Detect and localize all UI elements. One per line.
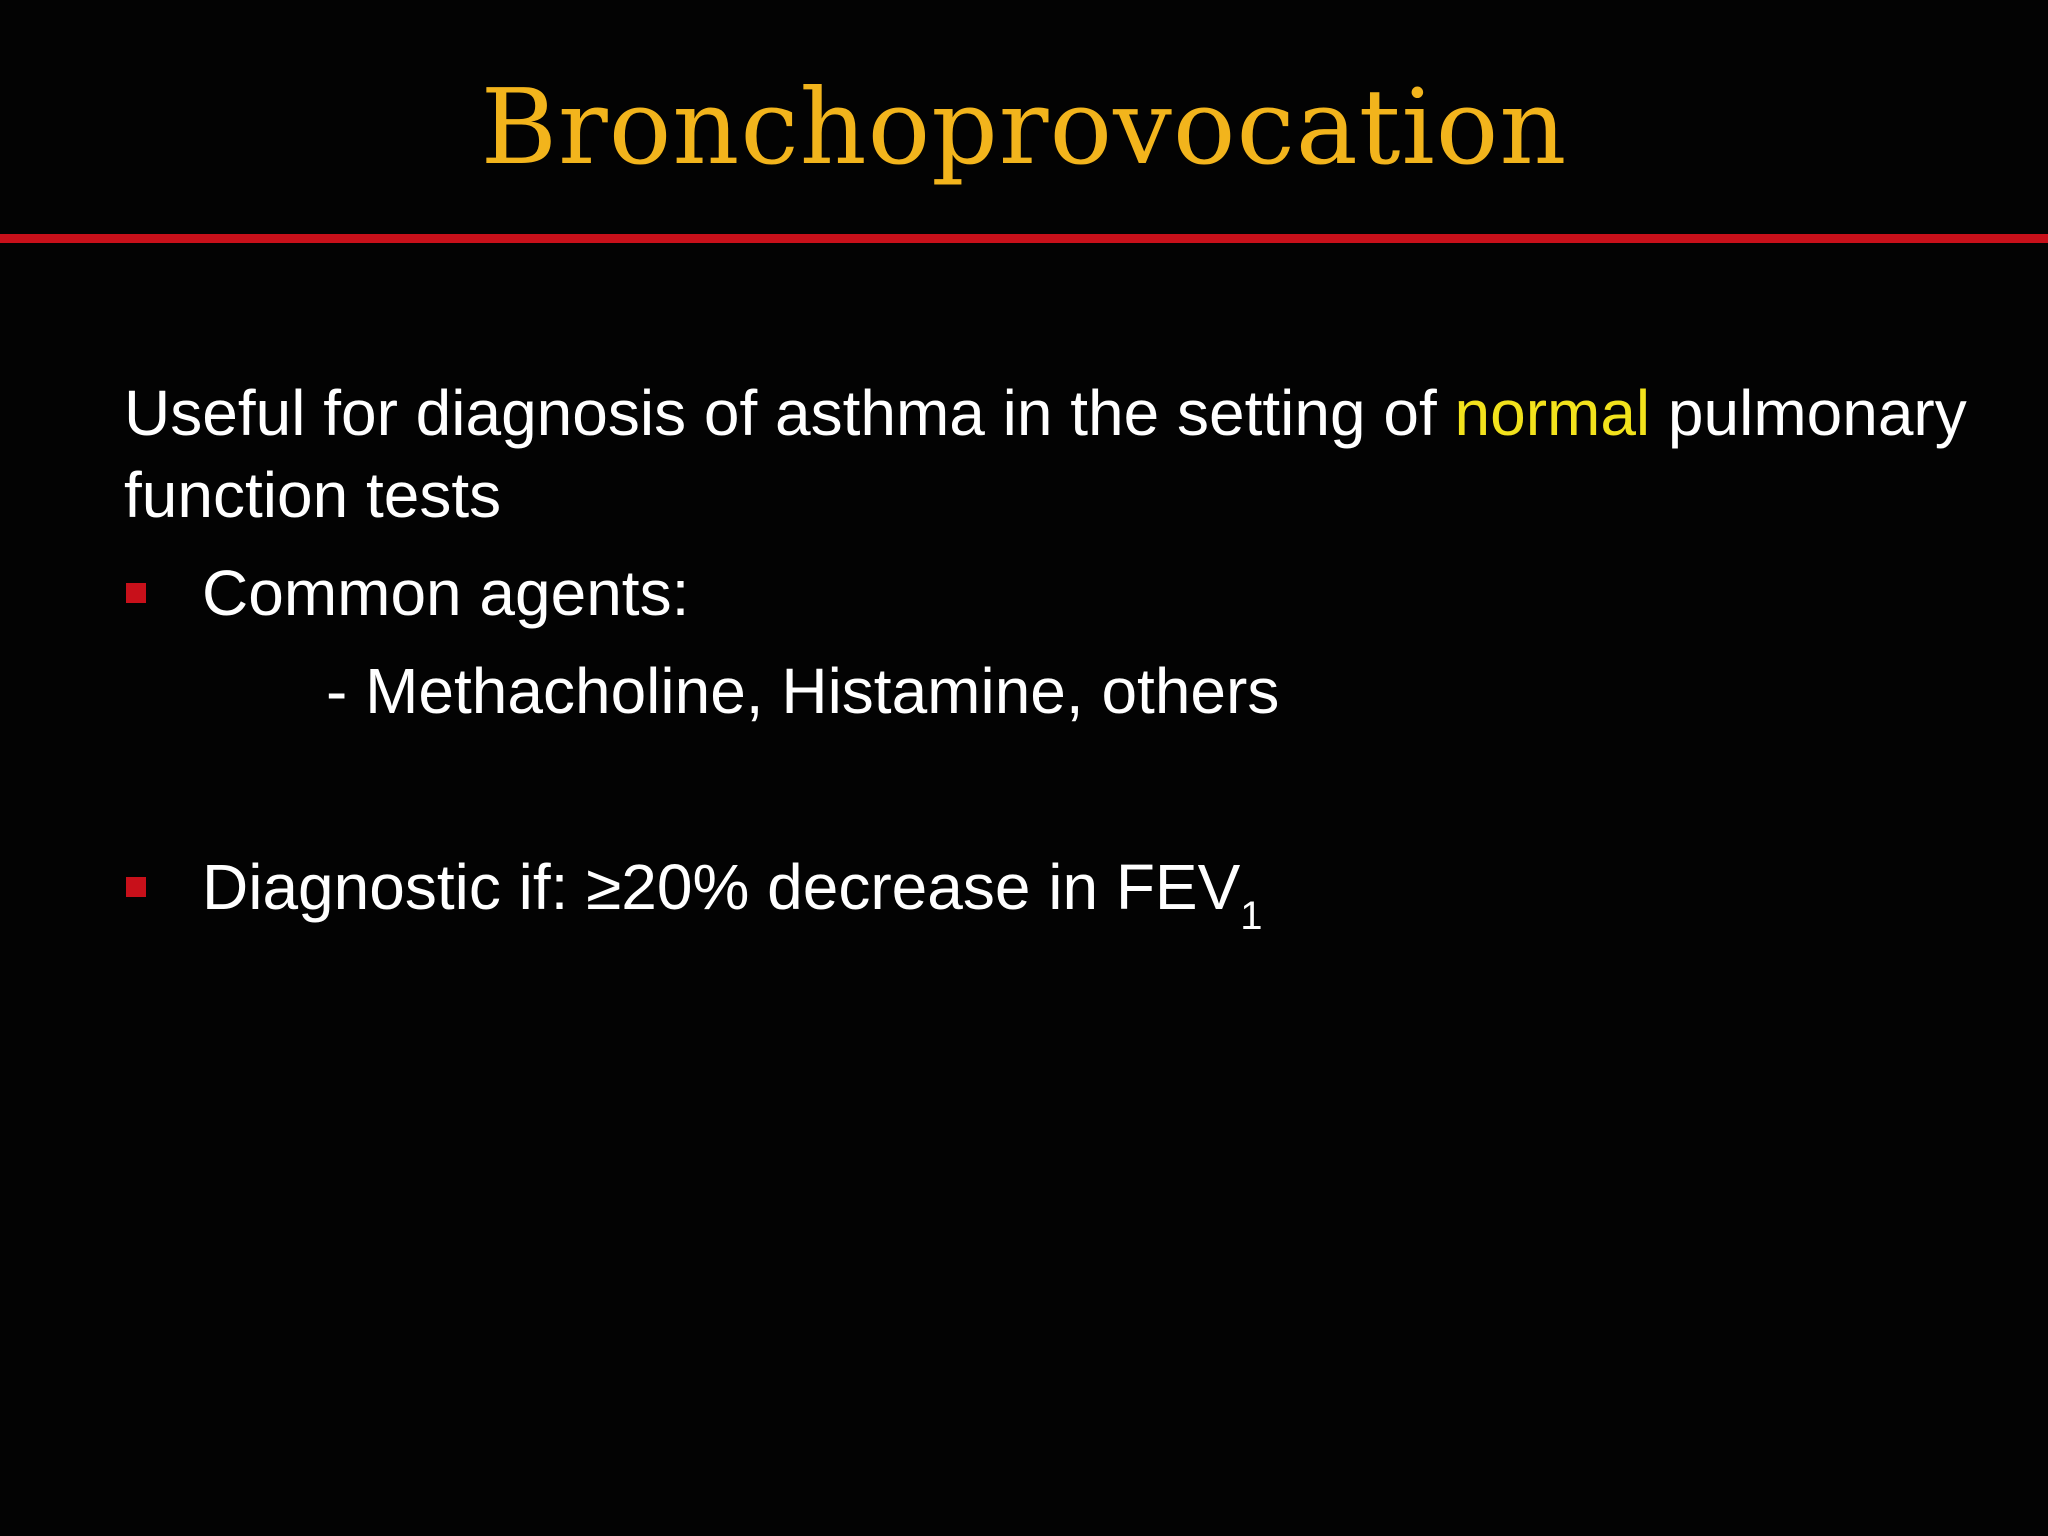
intro-text-before: Useful for diagnosis of asthma in the setting of [124,377,1455,449]
bullet-common-agents [126,552,689,634]
fev-subscript: 1 [1240,894,1263,938]
intro-highlight: normal [1454,377,1651,449]
square-bullet-icon [126,877,146,897]
intro-text-after: pulmonary function tests [124,377,1967,531]
sub-item-agents: - Methacholine, Histamine, others [326,655,1280,727]
diagnostic-text: Diagnostic if: ≥20% decrease in FEV [202,851,1241,923]
intro-paragraph [124,372,1974,536]
title-divider [0,234,2048,243]
bullet-text [202,850,1263,938]
slide-title: Bronchoprovocation [480,66,1568,188]
bullet-diagnostic [126,846,1263,938]
bullet-text: Common agents: [202,557,690,629]
square-bullet-icon [126,583,146,603]
